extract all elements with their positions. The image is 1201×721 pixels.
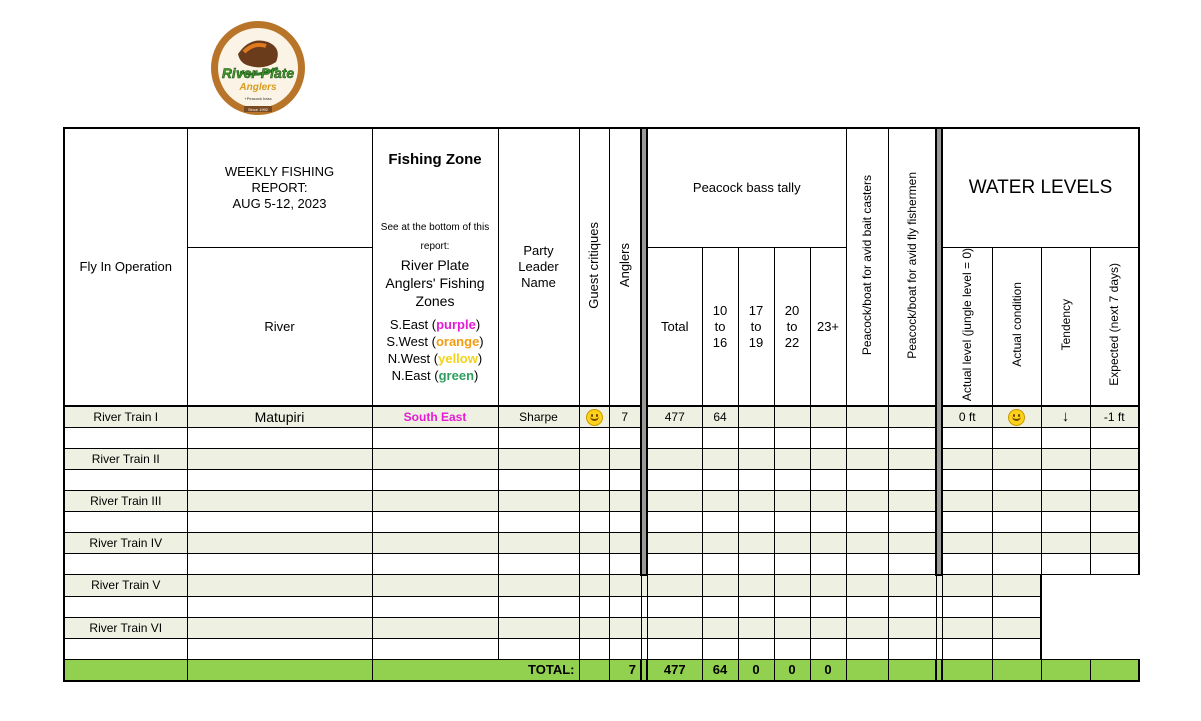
svg-text:Anglers: Anglers [239, 82, 277, 93]
zone-sw-legend: S.West (orange) [386, 334, 484, 350]
expected-header: Expected (next 7 days) [1090, 248, 1139, 407]
spacer-row [64, 428, 1139, 449]
actual-condition-header: Actual condition [992, 248, 1041, 407]
operation-cell: River Train I [64, 406, 187, 428]
tally-20-22-header: 20 to 22 [774, 248, 810, 407]
spacer-row [64, 638, 1139, 659]
tally-total-header: Total [647, 248, 702, 407]
tally-17-19-header: 17 to 19 [738, 248, 774, 407]
totals-row [64, 659, 1139, 681]
svg-text:River Plate: River Plate [221, 65, 295, 81]
zone-cell: South East [372, 406, 498, 428]
operation-cell: River Train IV [64, 533, 187, 554]
table-row [64, 449, 1139, 470]
river-cell: Matupiri [187, 406, 372, 428]
total-23plus: 0 [810, 659, 846, 681]
tendency-cell: ↓ [1041, 406, 1090, 428]
tally-cell: 64 [702, 406, 738, 428]
total-10-16: 64 [702, 659, 738, 681]
total-anglers: 7 [609, 659, 641, 681]
operation-cell: River Train VI [64, 617, 187, 638]
leader-cell: Sharpe [498, 406, 579, 428]
table-row [64, 491, 1139, 512]
spacer-row [64, 554, 1139, 575]
svg-text:+Peacock bass: +Peacock bass [244, 96, 272, 101]
fishing-zone-header: Fishing Zone See at the bottom of this report: River Plate Anglers' Fishing Zones S.East (purple) S.West (orange) N.West (yellow) N.East (green) [372, 128, 498, 406]
table-row [64, 617, 1139, 638]
spacer-row [64, 596, 1139, 617]
river-header: River [187, 248, 372, 407]
critique-cell [579, 406, 609, 428]
spacer-row [64, 512, 1139, 533]
table-row [64, 533, 1139, 554]
zone-ne-legend: N.East (green) [391, 368, 479, 384]
guest-critiques-header: Guest critiques [579, 128, 609, 406]
total-20-22: 0 [774, 659, 810, 681]
river-plate-anglers-logo [210, 20, 306, 116]
bait-casters-header: Peacock/boat for avid bait casters [846, 128, 888, 406]
anglers-header: Anglers [609, 128, 641, 406]
tally-cell [810, 406, 846, 428]
party-leader-header: Party Leader Name [498, 128, 579, 406]
table-row [64, 406, 1139, 428]
tally-23plus-header: 23+ [810, 248, 846, 407]
smiley-icon [1008, 409, 1025, 426]
spacer-row [64, 470, 1139, 491]
zone-nw-legend: N.West (yellow) [387, 351, 483, 367]
total-17-19: 0 [738, 659, 774, 681]
operation-cell: River Train V [64, 575, 187, 597]
operation-cell: River Train III [64, 491, 187, 512]
water-levels-header: WATER LEVELS [942, 128, 1139, 248]
expected-cell: -1 ft [1090, 406, 1139, 428]
actual-level-header: Actual level (jungle level = 0) [942, 248, 992, 407]
table-row [64, 575, 1139, 597]
bait-cell [846, 406, 888, 428]
total-cell: 477 [647, 406, 702, 428]
condition-cell [992, 406, 1041, 428]
tally-10-16-header: 10 to 16 [702, 248, 738, 407]
operation-cell: River Train II [64, 449, 187, 470]
total-peacock: 477 [647, 659, 702, 681]
zone-se-legend: S.East (purple) [389, 317, 481, 333]
level-cell: 0 ft [942, 406, 992, 428]
fly-cell [888, 406, 936, 428]
anglers-cell: 7 [609, 406, 641, 428]
tendency-header: Tendency [1041, 248, 1090, 407]
weekly-fishing-report-table [63, 127, 1140, 682]
peacock-tally-header: Peacock bass tally [647, 128, 846, 248]
total-label: TOTAL: [372, 659, 579, 681]
report-title: WEEKLY FISHING REPORT: AUG 5-12, 2023 [187, 128, 372, 248]
smiley-icon [586, 409, 603, 426]
tally-cell [774, 406, 810, 428]
tally-cell [738, 406, 774, 428]
svg-text:Since 1992: Since 1992 [247, 107, 269, 112]
fly-fishermen-header: Peacock/boat for avid fly fishermen [888, 128, 936, 406]
fly-in-operation-header: Fly In Operation [64, 128, 187, 406]
